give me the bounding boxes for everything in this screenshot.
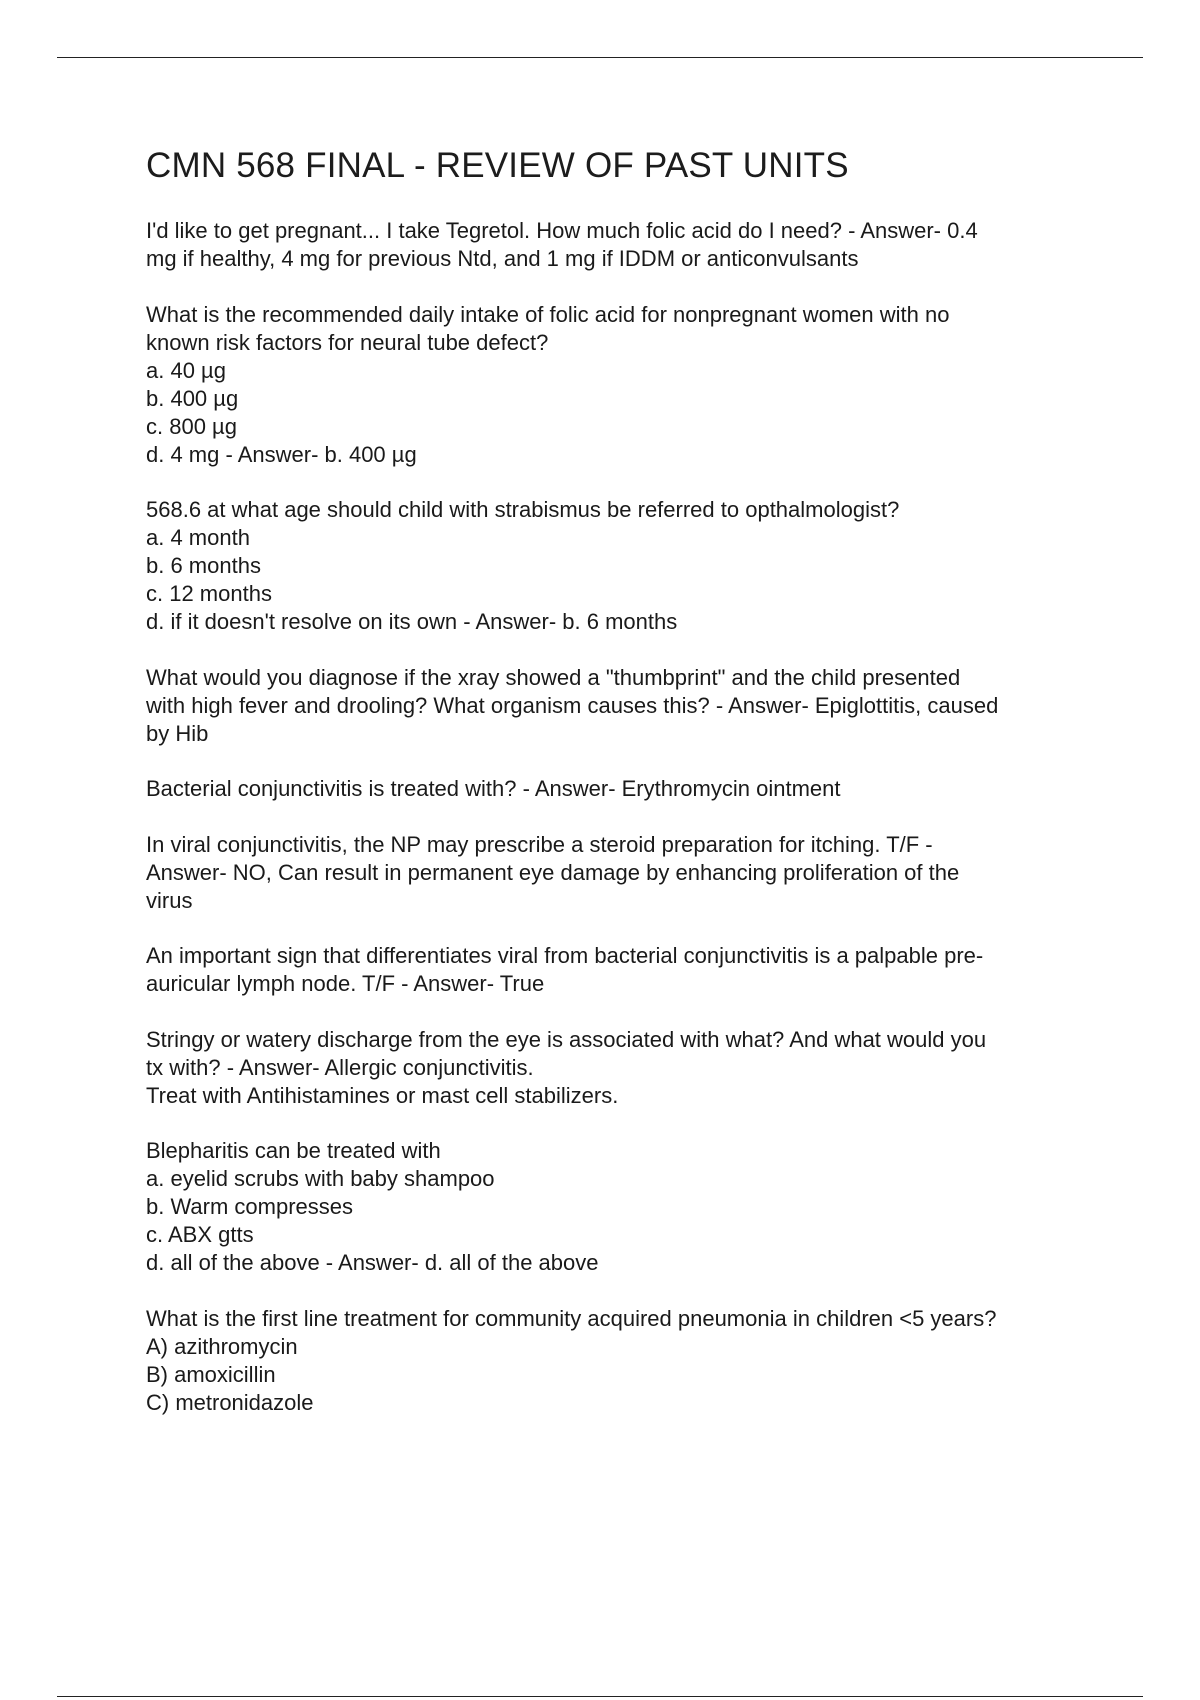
qa-line: An important sign that differentiates viral from bacterial conjunctivitis is a palpable pre-: [146, 943, 984, 968]
qa-line: with high fever and drooling? What organism causes this? - Answer- Epiglottitis, caused: [146, 692, 999, 718]
qa-line: What would you diagnose if the xray showed a "thumbprint" and the child presented: [146, 664, 961, 690]
qa-line: Bacterial conjunctivitis is treated with? - Answer- Erythromycin ointment: [146, 776, 841, 801]
qa-line: mg if healthy, 4 mg for previous Ntd, and 1 mg if IDDM or anticonvulsants: [146, 246, 859, 271]
qa-line: 568.6 at what age should child with strabismus be referred to opthalmologist?: [146, 497, 900, 522]
qa-item-9: [146, 1137, 1096, 1277]
qa-option: a. eyelid scrubs with baby shampoo: [146, 1166, 495, 1191]
qa-option: C) metronidazole: [146, 1389, 314, 1415]
qa-option: b. Warm compresses: [146, 1194, 354, 1219]
qa-line: virus: [146, 887, 193, 913]
qa-line: known risk factors for neural tube defect?: [146, 329, 549, 355]
qa-option: A) azithromycin: [146, 1333, 298, 1359]
qa-option: d. 4 mg - Answer- b. 400 µg: [146, 441, 417, 467]
qa-line: I'd like to get pregnant... I take Tegretol. How much folic acid do I need? - Answer- 0.4: [146, 218, 978, 243]
qa-line: Treat with Antihistamines or mast cell stabilizers.: [146, 1082, 619, 1108]
qa-option: b. 400 µg: [146, 385, 239, 411]
qa-line: tx with? - Answer- Allergic conjunctivitis.: [146, 1054, 534, 1080]
page-title: CMN 568 FINAL - REVIEW OF PAST UNITS: [146, 146, 849, 185]
qa-item-2: [146, 301, 1096, 469]
document-body: [146, 142, 1096, 1444]
bottom-divider: [57, 1696, 1143, 1697]
qa-item-10: [146, 1305, 1096, 1417]
qa-option: d. if it doesn't resolve on its own - Answer- b. 6 months: [146, 609, 678, 634]
qa-item-7: [146, 942, 1096, 998]
qa-line: What is the recommended daily intake of folic acid for nonpregnant women with no: [146, 301, 950, 327]
top-divider: [57, 57, 1143, 58]
qa-option: b. 6 months: [146, 553, 261, 578]
qa-option: c. 12 months: [146, 581, 272, 606]
qa-line: Stringy or watery discharge from the eye is associated with what? And what would you: [146, 1026, 987, 1052]
qa-item-4: [146, 664, 1096, 748]
qa-line: Answer- NO, Can result in permanent eye damage by enhancing proliferation of the: [146, 859, 960, 885]
qa-option: d. all of the above - Answer- d. all of the above: [146, 1250, 599, 1275]
qa-line: auricular lymph node. T/F - Answer- True: [146, 971, 545, 996]
qa-item-1: [146, 217, 1096, 273]
qa-item-5: [146, 775, 1096, 803]
qa-option: c. 800 µg: [146, 413, 237, 439]
qa-item-6: [146, 831, 1096, 915]
qa-option: a. 4 month: [146, 525, 250, 550]
qa-item-8: [146, 1026, 1096, 1110]
qa-line: by Hib: [146, 720, 209, 746]
qa-line: In viral conjunctivitis, the NP may prescribe a steroid preparation for itching. T/F -: [146, 831, 933, 857]
qa-line: Blepharitis can be treated with: [146, 1138, 441, 1163]
qa-item-3: [146, 496, 1096, 636]
qa-line: What is the first line treatment for community acquired pneumonia in children <5 years?: [146, 1305, 997, 1331]
qa-option: c. ABX gtts: [146, 1222, 254, 1247]
qa-option: B) amoxicillin: [146, 1361, 276, 1387]
qa-option: a. 40 µg: [146, 357, 226, 383]
